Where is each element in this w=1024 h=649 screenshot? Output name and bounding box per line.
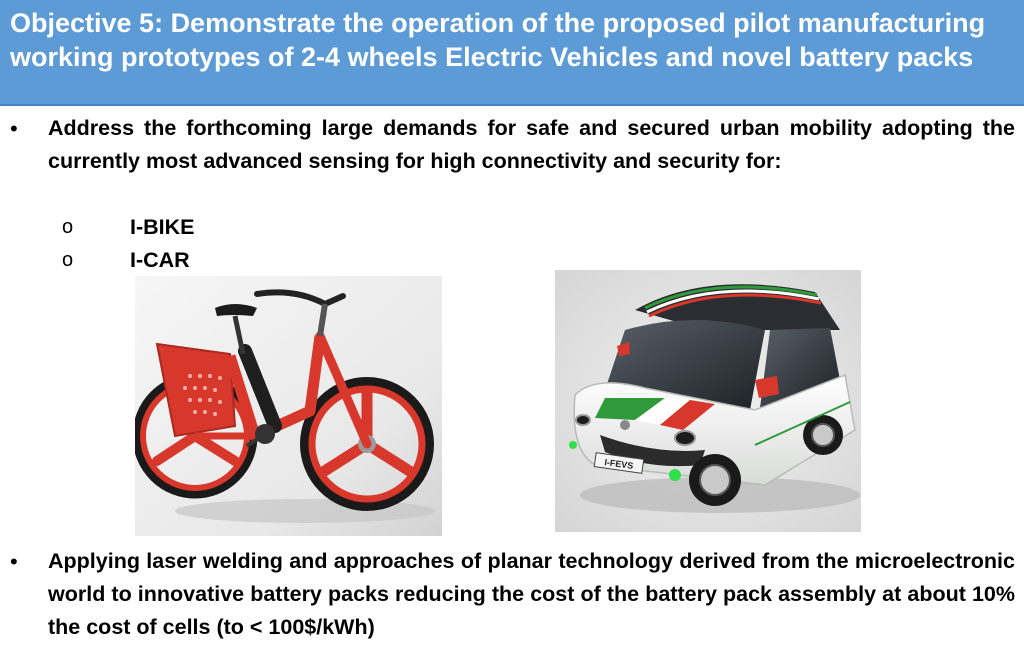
bike-image — [135, 276, 442, 536]
sub-item-label: I-CAR — [130, 248, 190, 272]
sub-item-marker: o — [62, 249, 74, 271]
slide-title: Objective 5: Demonstrate the operation of the proposed pilot manufacturing working prototypes of 2-4 wheels Electric Vehicles and novel battery packs — [10, 8, 986, 72]
bullet-item-2 — [10, 545, 1015, 645]
bullet-item-1 — [10, 112, 1015, 182]
sub-item-label: I-BIKE — [130, 215, 195, 239]
bullet-marker: • — [10, 116, 18, 141]
red-electric-bike-photo — [135, 276, 442, 536]
bullet-text: Applying laser welding and approaches of planar technology derived from the microelectronic world to innovative battery packs reducing the cost of the battery pack assembly at about 10% the cost of cells (to < 100$/kWh) — [48, 549, 1015, 639]
car-image — [555, 270, 861, 532]
bullet-marker: • — [10, 549, 18, 574]
license-plate-text: I-FEVS — [603, 457, 634, 471]
title-bar — [0, 0, 1024, 106]
white-electric-car-photo — [555, 270, 861, 532]
bullet-text: Address the forthcoming large demands for safe and secured urban mobility adopting the currently most advanced sensing for high connectivity and security for: — [48, 116, 1015, 173]
sub-item-marker: o — [62, 216, 74, 238]
